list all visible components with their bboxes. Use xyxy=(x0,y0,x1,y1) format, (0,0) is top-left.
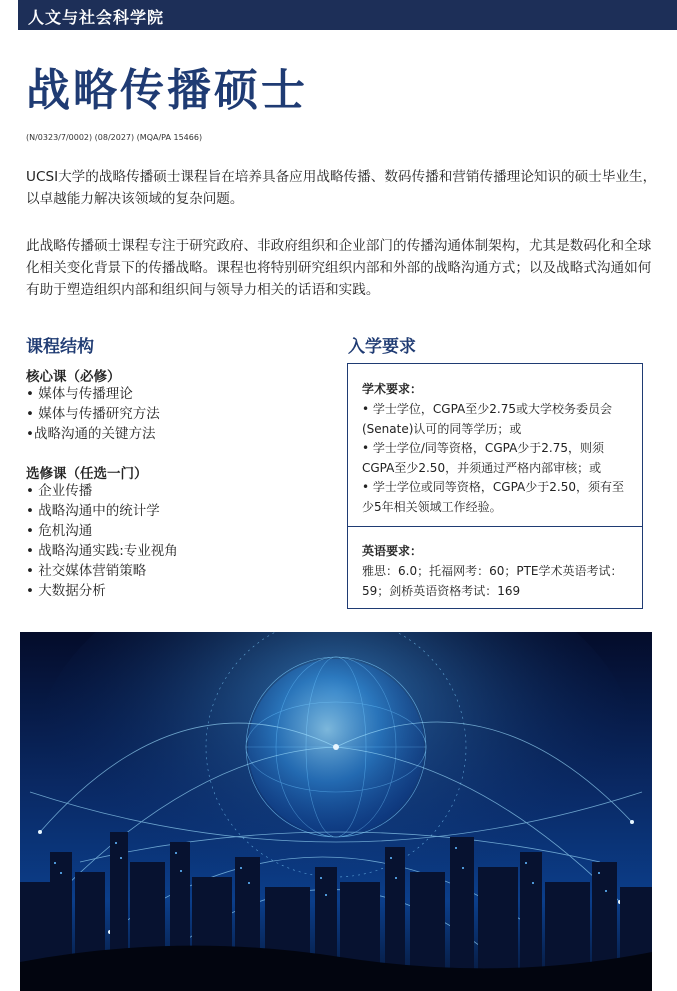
list-item: • 学士学位或同等资格，CGPA少于2.50，须有至少5年相关领域工作经验。 xyxy=(362,480,624,514)
intro-paragraph-2: 此战略传播硕士课程专注于研究政府、非政府组织和企业部门的传播沟通体制架构，尤其是数码化和全球化相关变化背景下的传播战略。课程也将特别研究组织内部和外部的战略沟通方式；以及战略式沟通如何有助于塑造组织内部和组织间与领导力相关的话语和实践。 xyxy=(26,238,652,298)
list-item: • 战略沟通实践:专业视角 xyxy=(26,543,178,559)
page-title: 战略传播硕士 xyxy=(26,65,308,116)
admission-heading: 入学要求 xyxy=(348,337,416,357)
list-item: • 学士学位，CGPA至少2.75或大学校务委员会(Senate)认可的同等学历；或 xyxy=(362,402,612,436)
core-courses-heading: 核心课（必修） xyxy=(26,369,121,385)
list-item: • 媒体与传播研究方法 xyxy=(26,406,160,422)
box-divider xyxy=(348,526,642,527)
course-structure-heading: 课程结构 xyxy=(26,337,94,357)
faculty-name: 人文与社会科学院 xyxy=(28,8,165,27)
english-requirements-text: 雅思：6.0；托福网考：60；PTE学术英语考试：59；剑桥英语资格考试：169 xyxy=(362,564,623,598)
list-item: • 大数据分析 xyxy=(26,583,106,599)
programme-code: (N/0323/7/0002) (08/2027) (MQA/PA 15466) xyxy=(26,133,203,142)
city-globe-network-image xyxy=(20,632,652,991)
list-item: • 危机沟通 xyxy=(26,523,93,539)
core-course-list xyxy=(26,384,160,444)
elective-courses-heading: 选修课（任选一门） xyxy=(26,466,148,482)
list-item: • 企业传播 xyxy=(26,483,93,499)
academic-requirements-label: 学术要求： xyxy=(362,382,423,396)
list-item: •战略沟通的关键方法 xyxy=(26,426,156,442)
admission-requirements-box xyxy=(347,363,643,609)
list-item: • 媒体与传播理论 xyxy=(26,386,133,402)
list-item: • 社交媒体营销策略 xyxy=(26,563,147,579)
elective-course-list xyxy=(26,481,178,601)
english-requirements-label: 英语要求： xyxy=(362,544,423,558)
academic-requirements-list xyxy=(362,400,634,517)
list-item: • 学士学位/同等资格，CGPA少于2.75，则须CGPA至少2.50，并须通过严格内部审核；或 xyxy=(362,441,605,475)
list-item: • 战略沟通中的统计学 xyxy=(26,503,160,519)
faculty-banner xyxy=(18,0,677,30)
intro-paragraph-1: UCSI大学的战略传播硕士课程旨在培养具备应用战略传播、数码传播和营销传播理论知识的硕士毕业生，以卓越能力解决该领域的复杂问题。 xyxy=(26,169,657,207)
